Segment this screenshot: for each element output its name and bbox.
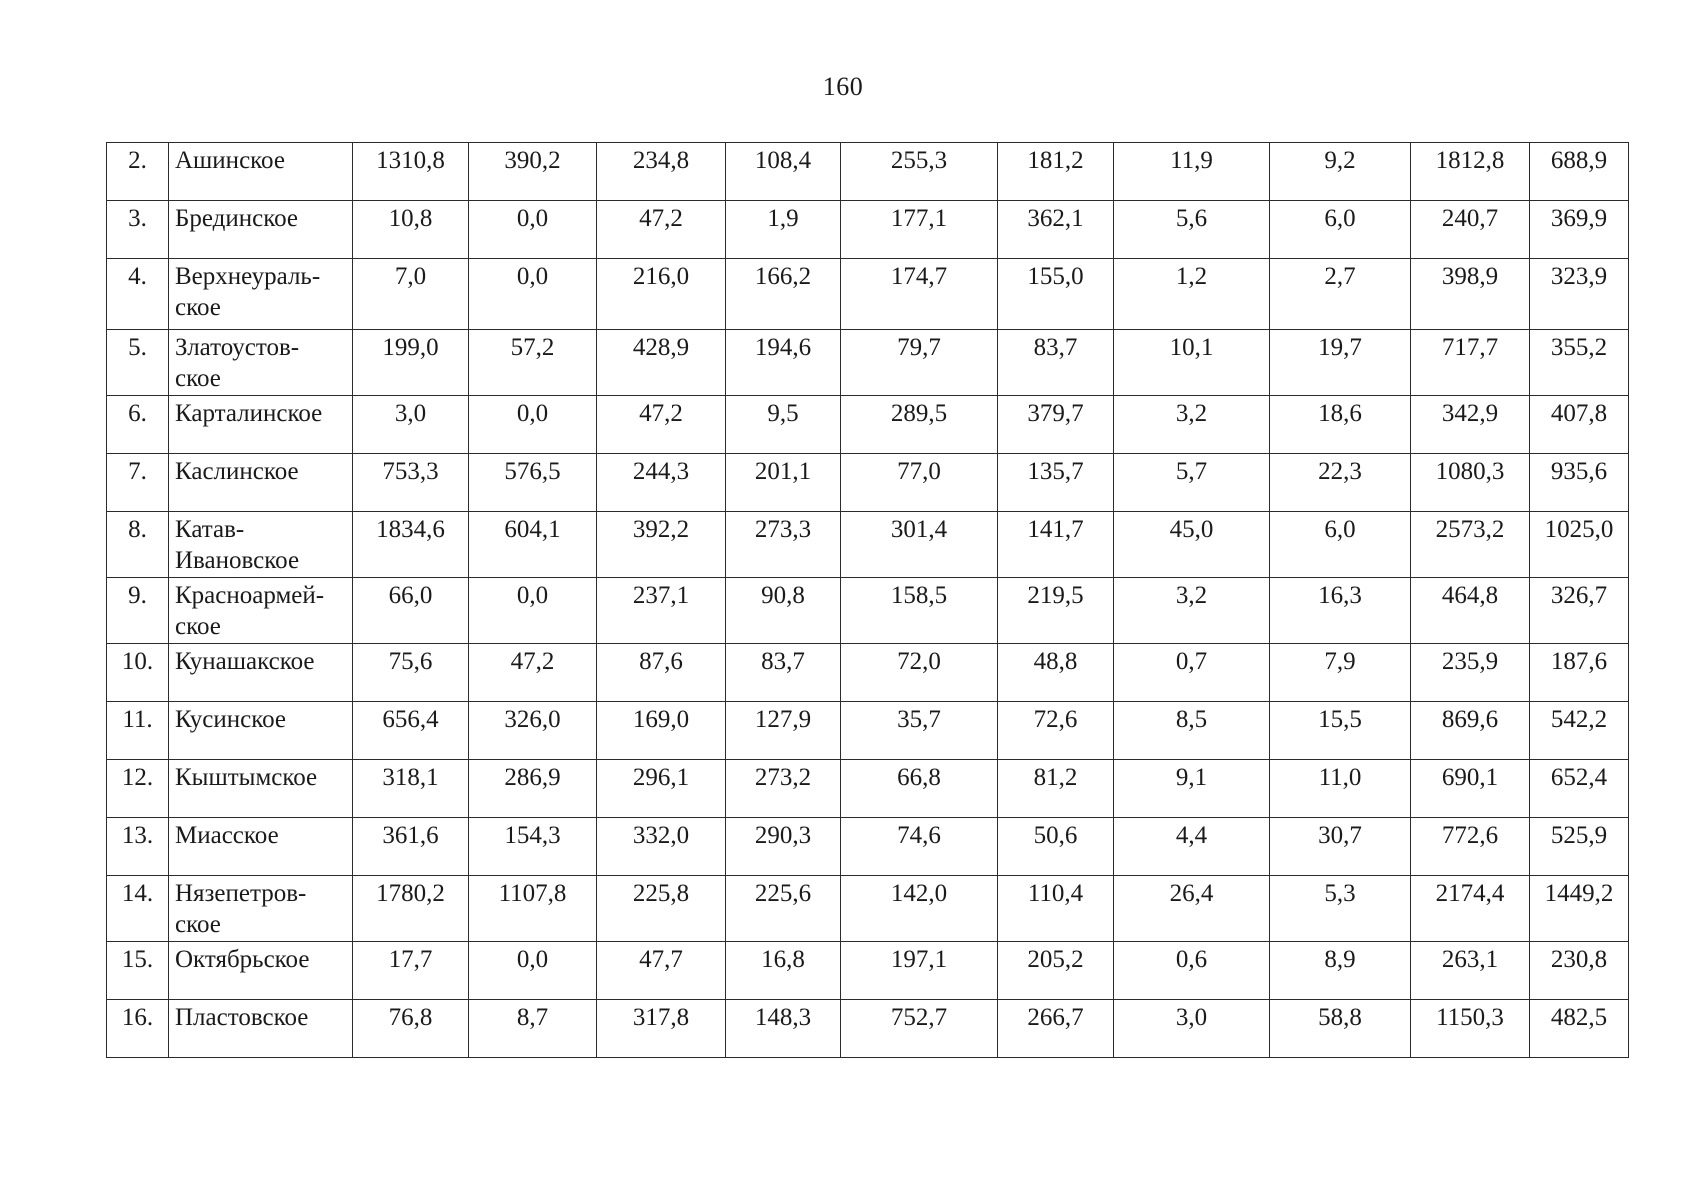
value-cell: 286,9 bbox=[469, 760, 597, 818]
value-cell: 194,6 bbox=[726, 330, 841, 396]
value-cell: 5,7 bbox=[1114, 454, 1270, 512]
value-cell: 81,2 bbox=[998, 760, 1114, 818]
district-name-line: Златоустов- bbox=[175, 334, 300, 361]
table-row bbox=[107, 578, 1629, 644]
table-row bbox=[107, 259, 1629, 330]
district-name-line: Брединское bbox=[175, 205, 298, 232]
district-name-line: ское bbox=[175, 365, 221, 392]
value-cell: 1080,3 bbox=[1411, 454, 1530, 512]
value-cell: 35,7 bbox=[841, 702, 998, 760]
table-row bbox=[107, 702, 1629, 760]
value-cell: 66,8 bbox=[841, 760, 998, 818]
value-cell: 9,5 bbox=[726, 396, 841, 454]
value-cell: 1107,8 bbox=[469, 876, 597, 942]
table-row bbox=[107, 330, 1629, 396]
value-cell: 0,0 bbox=[469, 201, 597, 259]
value-cell: 379,7 bbox=[998, 396, 1114, 454]
value-cell: 127,9 bbox=[726, 702, 841, 760]
value-cell: 1780,2 bbox=[353, 876, 469, 942]
row-number: 7. bbox=[107, 454, 169, 512]
value-cell: 525,9 bbox=[1530, 818, 1629, 876]
value-cell: 656,4 bbox=[353, 702, 469, 760]
value-cell: 392,2 bbox=[597, 512, 726, 578]
table-row bbox=[107, 1000, 1629, 1058]
row-number: 2. bbox=[107, 143, 169, 201]
value-cell: 8,7 bbox=[469, 1000, 597, 1058]
value-cell: 16,8 bbox=[726, 942, 841, 1000]
value-cell: 8,9 bbox=[1270, 942, 1411, 1000]
value-cell: 390,2 bbox=[469, 143, 597, 201]
value-cell: 154,3 bbox=[469, 818, 597, 876]
value-cell: 237,1 bbox=[597, 578, 726, 644]
value-cell: 240,7 bbox=[1411, 201, 1530, 259]
value-cell: 2573,2 bbox=[1411, 512, 1530, 578]
value-cell: 66,0 bbox=[353, 578, 469, 644]
value-cell: 652,4 bbox=[1530, 760, 1629, 818]
value-cell: 11,0 bbox=[1270, 760, 1411, 818]
value-cell: 197,1 bbox=[841, 942, 998, 1000]
value-cell: 10,8 bbox=[353, 201, 469, 259]
value-cell: 752,7 bbox=[841, 1000, 998, 1058]
value-cell: 753,3 bbox=[353, 454, 469, 512]
value-cell: 6,0 bbox=[1270, 512, 1411, 578]
value-cell: 935,6 bbox=[1530, 454, 1629, 512]
district-name bbox=[169, 330, 353, 396]
data-table-container bbox=[106, 142, 1628, 1058]
district-name-line: Пластовское bbox=[175, 1004, 309, 1031]
value-cell: 3,2 bbox=[1114, 578, 1270, 644]
value-cell: 74,6 bbox=[841, 818, 998, 876]
value-cell: 8,5 bbox=[1114, 702, 1270, 760]
value-cell: 135,7 bbox=[998, 454, 1114, 512]
value-cell: 199,0 bbox=[353, 330, 469, 396]
value-cell: 83,7 bbox=[998, 330, 1114, 396]
row-number: 15. bbox=[107, 942, 169, 1000]
value-cell: 398,9 bbox=[1411, 259, 1530, 330]
value-cell: 83,7 bbox=[726, 644, 841, 702]
value-cell: 142,0 bbox=[841, 876, 998, 942]
value-cell: 141,7 bbox=[998, 512, 1114, 578]
district-name-line: Катав- bbox=[175, 516, 245, 543]
row-number: 13. bbox=[107, 818, 169, 876]
value-cell: 2174,4 bbox=[1411, 876, 1530, 942]
district-name bbox=[169, 454, 353, 512]
district-name bbox=[169, 512, 353, 578]
value-cell: 464,8 bbox=[1411, 578, 1530, 644]
district-name bbox=[169, 702, 353, 760]
value-cell: 187,6 bbox=[1530, 644, 1629, 702]
district-name bbox=[169, 396, 353, 454]
row-number: 11. bbox=[107, 702, 169, 760]
value-cell: 26,4 bbox=[1114, 876, 1270, 942]
value-cell: 47,7 bbox=[597, 942, 726, 1000]
value-cell: 19,7 bbox=[1270, 330, 1411, 396]
value-cell: 17,7 bbox=[353, 942, 469, 1000]
value-cell: 1150,3 bbox=[1411, 1000, 1530, 1058]
value-cell: 110,4 bbox=[998, 876, 1114, 942]
value-cell: 332,0 bbox=[597, 818, 726, 876]
district-name bbox=[169, 942, 353, 1000]
value-cell: 542,2 bbox=[1530, 702, 1629, 760]
value-cell: 230,8 bbox=[1530, 942, 1629, 1000]
district-name bbox=[169, 201, 353, 259]
value-cell: 7,0 bbox=[353, 259, 469, 330]
value-cell: 407,8 bbox=[1530, 396, 1629, 454]
district-name-line: Карталинское bbox=[175, 400, 323, 427]
value-cell: 47,2 bbox=[469, 644, 597, 702]
value-cell: 273,2 bbox=[726, 760, 841, 818]
value-cell: 22,3 bbox=[1270, 454, 1411, 512]
value-cell: 48,8 bbox=[998, 644, 1114, 702]
value-cell: 72,0 bbox=[841, 644, 998, 702]
value-cell: 201,1 bbox=[726, 454, 841, 512]
value-cell: 869,6 bbox=[1411, 702, 1530, 760]
value-cell: 90,8 bbox=[726, 578, 841, 644]
value-cell: 482,5 bbox=[1530, 1000, 1629, 1058]
district-name bbox=[169, 644, 353, 702]
district-name-line: Нязепетров- bbox=[175, 880, 307, 907]
value-cell: 87,6 bbox=[597, 644, 726, 702]
value-cell: 1834,6 bbox=[353, 512, 469, 578]
value-cell: 1,2 bbox=[1114, 259, 1270, 330]
district-name-line: Ашинское bbox=[175, 147, 285, 174]
value-cell: 1449,2 bbox=[1530, 876, 1629, 942]
value-cell: 0,0 bbox=[469, 396, 597, 454]
value-cell: 362,1 bbox=[998, 201, 1114, 259]
table-body bbox=[107, 143, 1629, 1058]
district-name-line: Красноармей- bbox=[175, 582, 325, 609]
value-cell: 108,4 bbox=[726, 143, 841, 201]
value-cell: 428,9 bbox=[597, 330, 726, 396]
district-name bbox=[169, 760, 353, 818]
district-name bbox=[169, 143, 353, 201]
value-cell: 2,7 bbox=[1270, 259, 1411, 330]
value-cell: 158,5 bbox=[841, 578, 998, 644]
value-cell: 75,6 bbox=[353, 644, 469, 702]
value-cell: 219,5 bbox=[998, 578, 1114, 644]
value-cell: 1025,0 bbox=[1530, 512, 1629, 578]
table-row bbox=[107, 143, 1629, 201]
district-name bbox=[169, 259, 353, 330]
value-cell: 289,5 bbox=[841, 396, 998, 454]
district-name-line: Кусинское bbox=[175, 706, 287, 733]
value-cell: 355,2 bbox=[1530, 330, 1629, 396]
value-cell: 266,7 bbox=[998, 1000, 1114, 1058]
value-cell: 30,7 bbox=[1270, 818, 1411, 876]
value-cell: 72,6 bbox=[998, 702, 1114, 760]
value-cell: 181,2 bbox=[998, 143, 1114, 201]
district-name-line: ское bbox=[175, 294, 221, 321]
value-cell: 0,6 bbox=[1114, 942, 1270, 1000]
district-name-line: Верхнеураль- bbox=[175, 263, 321, 290]
page-number: 160 bbox=[822, 72, 864, 101]
value-cell: 273,3 bbox=[726, 512, 841, 578]
district-name-line: Кыштымское bbox=[175, 764, 318, 791]
value-cell: 225,8 bbox=[597, 876, 726, 942]
value-cell: 216,0 bbox=[597, 259, 726, 330]
value-cell: 6,0 bbox=[1270, 201, 1411, 259]
value-cell: 244,3 bbox=[597, 454, 726, 512]
value-cell: 1812,8 bbox=[1411, 143, 1530, 201]
value-cell: 205,2 bbox=[998, 942, 1114, 1000]
value-cell: 263,1 bbox=[1411, 942, 1530, 1000]
value-cell: 3,0 bbox=[1114, 1000, 1270, 1058]
value-cell: 690,1 bbox=[1411, 760, 1530, 818]
table-row bbox=[107, 876, 1629, 942]
district-name bbox=[169, 578, 353, 644]
value-cell: 177,1 bbox=[841, 201, 998, 259]
value-cell: 369,9 bbox=[1530, 201, 1629, 259]
value-cell: 0,0 bbox=[469, 578, 597, 644]
value-cell: 0,7 bbox=[1114, 644, 1270, 702]
value-cell: 166,2 bbox=[726, 259, 841, 330]
value-cell: 296,1 bbox=[597, 760, 726, 818]
value-cell: 576,5 bbox=[469, 454, 597, 512]
value-cell: 3,0 bbox=[353, 396, 469, 454]
value-cell: 361,6 bbox=[353, 818, 469, 876]
row-number: 6. bbox=[107, 396, 169, 454]
value-cell: 5,6 bbox=[1114, 201, 1270, 259]
row-number: 14. bbox=[107, 876, 169, 942]
value-cell: 57,2 bbox=[469, 330, 597, 396]
value-cell: 148,3 bbox=[726, 1000, 841, 1058]
value-cell: 290,3 bbox=[726, 818, 841, 876]
value-cell: 155,0 bbox=[998, 259, 1114, 330]
district-name-line: ское bbox=[175, 911, 221, 938]
value-cell: 3,2 bbox=[1114, 396, 1270, 454]
value-cell: 45,0 bbox=[1114, 512, 1270, 578]
value-cell: 18,6 bbox=[1270, 396, 1411, 454]
row-number: 4. bbox=[107, 259, 169, 330]
value-cell: 9,1 bbox=[1114, 760, 1270, 818]
row-number: 3. bbox=[107, 201, 169, 259]
value-cell: 79,7 bbox=[841, 330, 998, 396]
district-name-line: Кунашакское bbox=[175, 648, 315, 675]
value-cell: 326,7 bbox=[1530, 578, 1629, 644]
value-cell: 1310,8 bbox=[353, 143, 469, 201]
value-cell: 225,6 bbox=[726, 876, 841, 942]
district-name bbox=[169, 818, 353, 876]
table-row bbox=[107, 512, 1629, 578]
district-name-line: Миасское bbox=[175, 822, 279, 849]
value-cell: 11,9 bbox=[1114, 143, 1270, 201]
value-cell: 772,6 bbox=[1411, 818, 1530, 876]
row-number: 16. bbox=[107, 1000, 169, 1058]
value-cell: 255,3 bbox=[841, 143, 998, 201]
value-cell: 688,9 bbox=[1530, 143, 1629, 201]
value-cell: 0,0 bbox=[469, 942, 597, 1000]
value-cell: 4,4 bbox=[1114, 818, 1270, 876]
value-cell: 76,8 bbox=[353, 1000, 469, 1058]
value-cell: 317,8 bbox=[597, 1000, 726, 1058]
value-cell: 16,3 bbox=[1270, 578, 1411, 644]
value-cell: 169,0 bbox=[597, 702, 726, 760]
value-cell: 10,1 bbox=[1114, 330, 1270, 396]
value-cell: 15,5 bbox=[1270, 702, 1411, 760]
value-cell: 58,8 bbox=[1270, 1000, 1411, 1058]
value-cell: 235,9 bbox=[1411, 644, 1530, 702]
district-name-line: Октябрьское bbox=[175, 946, 310, 973]
district-name bbox=[169, 876, 353, 942]
table-row bbox=[107, 454, 1629, 512]
value-cell: 326,0 bbox=[469, 702, 597, 760]
table-row bbox=[107, 201, 1629, 259]
district-name-line: Каслинское bbox=[175, 458, 299, 485]
value-cell: 9,2 bbox=[1270, 143, 1411, 201]
value-cell: 47,2 bbox=[597, 201, 726, 259]
table-row bbox=[107, 818, 1629, 876]
table-row bbox=[107, 942, 1629, 1000]
value-cell: 318,1 bbox=[353, 760, 469, 818]
table-row bbox=[107, 644, 1629, 702]
row-number: 10. bbox=[107, 644, 169, 702]
value-cell: 604,1 bbox=[469, 512, 597, 578]
data-table bbox=[106, 142, 1629, 1058]
row-number: 9. bbox=[107, 578, 169, 644]
value-cell: 7,9 bbox=[1270, 644, 1411, 702]
value-cell: 0,0 bbox=[469, 259, 597, 330]
row-number: 8. bbox=[107, 512, 169, 578]
value-cell: 5,3 bbox=[1270, 876, 1411, 942]
district-name-line: Ивановское bbox=[175, 547, 300, 574]
value-cell: 47,2 bbox=[597, 396, 726, 454]
row-number: 12. bbox=[107, 760, 169, 818]
district-name bbox=[169, 1000, 353, 1058]
value-cell: 301,4 bbox=[841, 512, 998, 578]
table-row bbox=[107, 396, 1629, 454]
value-cell: 1,9 bbox=[726, 201, 841, 259]
value-cell: 717,7 bbox=[1411, 330, 1530, 396]
value-cell: 342,9 bbox=[1411, 396, 1530, 454]
value-cell: 77,0 bbox=[841, 454, 998, 512]
value-cell: 234,8 bbox=[597, 143, 726, 201]
row-number: 5. bbox=[107, 330, 169, 396]
district-name-line: ское bbox=[175, 613, 221, 640]
value-cell: 174,7 bbox=[841, 259, 998, 330]
value-cell: 50,6 bbox=[998, 818, 1114, 876]
table-row bbox=[107, 760, 1629, 818]
value-cell: 323,9 bbox=[1530, 259, 1629, 330]
